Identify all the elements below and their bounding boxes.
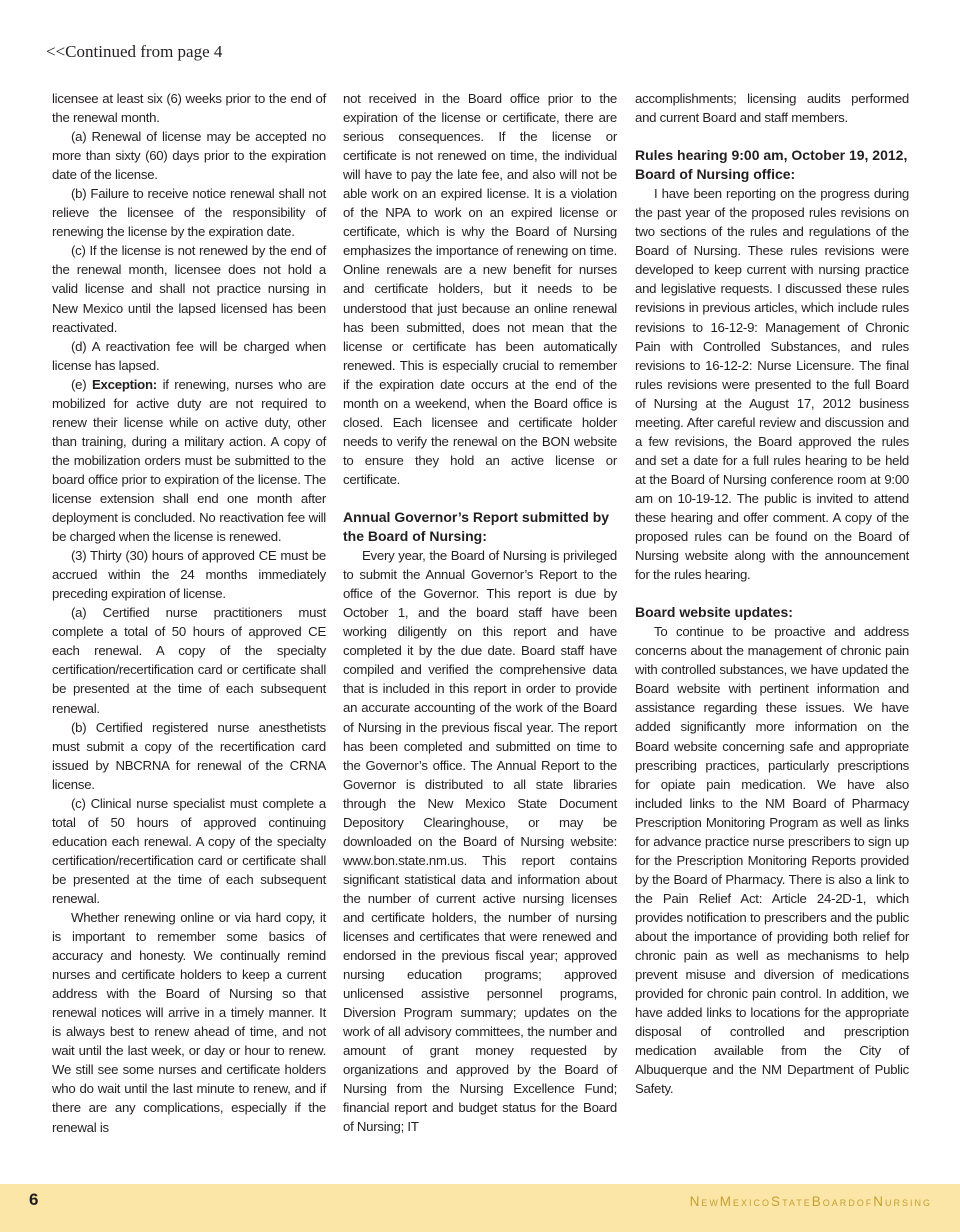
paragraph: licensee at least six (6) weeks prior to the end of the renewal month. bbox=[52, 91, 326, 126]
page-footer bbox=[0, 1184, 960, 1232]
paragraph: accomplishments; licensing audits performed and current Board and staff members. bbox=[635, 91, 909, 126]
section-heading-rules-hearing: Rules hearing 9:00 am, October 19, 2012, Board of Nursing office: bbox=[635, 147, 908, 183]
paragraph: (b) Certified registered nurse anesthetists must submit a copy of the recertification card issued by NBCRNA for renewal of the CRNA license. bbox=[52, 719, 326, 792]
paragraph: (a) Certified nurse practitioners must complete a total of 50 hours of approved CE each renewal. A copy of the specialty certification/recertification card or certificate shall be presented at the time of each subsequent renewal. bbox=[52, 605, 326, 716]
paragraph: (a) Renewal of license may be accepted no more than sixty (60) days prior to the expiration date of the license. bbox=[52, 129, 326, 183]
paragraph: (c) If the license is not renewed by the end of the renewal month, licensee does not hold a valid license and shall not practice nursing in New Mexico until the lapsed licensed has been reactivated. bbox=[52, 243, 326, 335]
article-column-3 bbox=[635, 89, 909, 1098]
paragraph: (d) A reactivation fee will be charged when license has lapsed. bbox=[52, 338, 326, 373]
paragraph: I have been reporting on the progress during the past year of the proposed rules revisions on two sections of the rules and regulations of the Board of Nursing. These rules revisions were developed to keep current with nursing practice and legislative requests. I discussed these rules revisions in previous articles, which include rules revisions to 16-12-9: Management of Chronic Pain with Controlled Substances, and rules revisions to 16-12-2: Nurse Licensure. The final rules revisions were presented to the full Board of Nursing at the August 17, 2012 business meeting. After careful review and discussion and a few revisions, the Board approved the rules and set a date for a full rules hearing to be held at the Board of Nursing conference room at 9:00 am on 10-19-12. The public is invited to attend these hearing and offer comment. A copy of the proposed rules can be found on the Board of Nursing website along with the announcement for the rules hearing. bbox=[635, 186, 909, 583]
paragraph-exception bbox=[52, 375, 326, 546]
exception-label: Exception: bbox=[92, 376, 157, 392]
paragraph: Whether renewing online or via hard copy, it is important to remember some basics of accuracy and honesty. We continually remind nurses and certificate holders to keep a current address with the Board of Nursing so that renewal notices will arrive in a timely manner. It is always best to renew ahead of time, and not wait until the last week, or day or hour to renew. We still see some nurses and certificate holders who do wait until the last minute to renew, and if there are any complications, especially if the renewal is bbox=[52, 910, 326, 1135]
paragraph: (c) Clinical nurse specialist must complete a total of 50 hours of approved continuing education each renewal. A copy of the specialty certification/recertification card or certificate shall be presented at the time of each subsequent renewal. bbox=[52, 795, 326, 906]
paragraph: not received in the Board office prior to the expiration of the license or certificate, there are serious consequences. If the license or certificate is not renewed on time, the individual will have to pay the late fee, and also will not be able work on an expired license. It is a violation of the NPA to work on an expired license or certificate, which is why the Board of Nursing emphasizes the importance of renewing on time. Online renewals are a new benefit for nurses and certificate holders, but it needs to be understood that just because an online renewal has been submitted, does not mean that the license or certificate has been automatically renewed. This is especially crucial to remember if the expiration date occurs at the end of the month on a weekend, when the Board office is closed. Each licensee and certificate holder needs to verify the renewal on the BON website to ensure they hold an active license or certificate. bbox=[343, 91, 617, 487]
section-heading-governors-report: Annual Governor’s Report submitted by the Board of Nursing: bbox=[343, 508, 610, 545]
continued-from-label: <<Continued from page 4 bbox=[46, 42, 223, 61]
section-heading-website-updates: Board website updates: bbox=[635, 604, 793, 621]
paragraph: (b) Failure to receive notice renewal shall not relieve the licensee of the responsibility of renewing the license by the expiration date. bbox=[52, 186, 326, 240]
paragraph: (3) Thirty (30) hours of approved CE must be accrued within the 24 months immediately preceding expiration of license. bbox=[52, 548, 326, 602]
exception-lead: (e) bbox=[71, 376, 93, 392]
paragraph: To continue to be proactive and address concerns about the management of chronic pain with controlled substances, we have updated the Board website with pertinent information and assistance regarding these issues. We have added significantly more information on the Board website concerning safe and appropriate prescribing practices, particularly prescriptions for opiate pain medication. We have also included links to the NM Board of Pharmacy Prescription Monitoring Program as well as links for advance practice nurse prescribers to sign up for the Prescription Monitoring Reports provided by the Board of Pharmacy. There is also a link to the Pain Relief Act: Article 24-2D-1, which provides notification to prescribers and the public about the importance of providing both relief for chronic pain as well as mechanisms to help prevent misuse and diversion of medications provided for chronic pain control. In addition, we have added links to locations for the appropriate disposal of controlled and prescription medication available from the City of Albuquerque and the NM Department of Public Safety. bbox=[635, 624, 909, 1097]
publication-title: NewMexicoStateBoardofNursing bbox=[689, 1194, 932, 1209]
paragraph: Every year, the Board of Nursing is privileged to submit the Annual Governor’s Report to the office of the Governor. This report is due by October 1, and the board staff have been working diligently on this report and have completed it by the due date. Board staff have compiled and verified the comprehensive data that is included in this report in order to provide an accurate accounting of the work of the Board of Nursing in the previous fiscal year. The report has been completed and submitted on time to the Governor’s office. The Annual Report to the Governor is distributed to all state libraries through the New Mexico State Document Depository Clearinghouse, or may be downloaded on the Board of Nursing website: www.bon.state.nm.us. This report contains significant statistical data and information about the number of current active nursing licenses and certificate holders, the number of nursing licenses and certificates that were renewed and endorsed in the previous fiscal year; approved nursing education programs; approved unlicensed assistive personnel programs, Diversion Program summary; updates on the work of all advisory committees, the number and amount of grant money requested by organizations and approved by the Board of Nursing from the Nursing Excellence Fund; financial report and budget status for the Board of Nursing; IT bbox=[343, 548, 617, 1135]
article-column-2 bbox=[343, 89, 617, 1137]
article-column-1 bbox=[52, 89, 326, 1137]
exception-text: if renewing, nurses who are mobilized for active duty are not required to renew their license while on active duty, other than training, during a military action. A copy of the mobilization orders must be submitted to the board office prior to expiration of the license. The license extension shall end one month after deployment is concluded. No reactivation fee will be charged when the license is renewed. bbox=[52, 376, 326, 545]
page-number: 6 bbox=[29, 1190, 39, 1209]
